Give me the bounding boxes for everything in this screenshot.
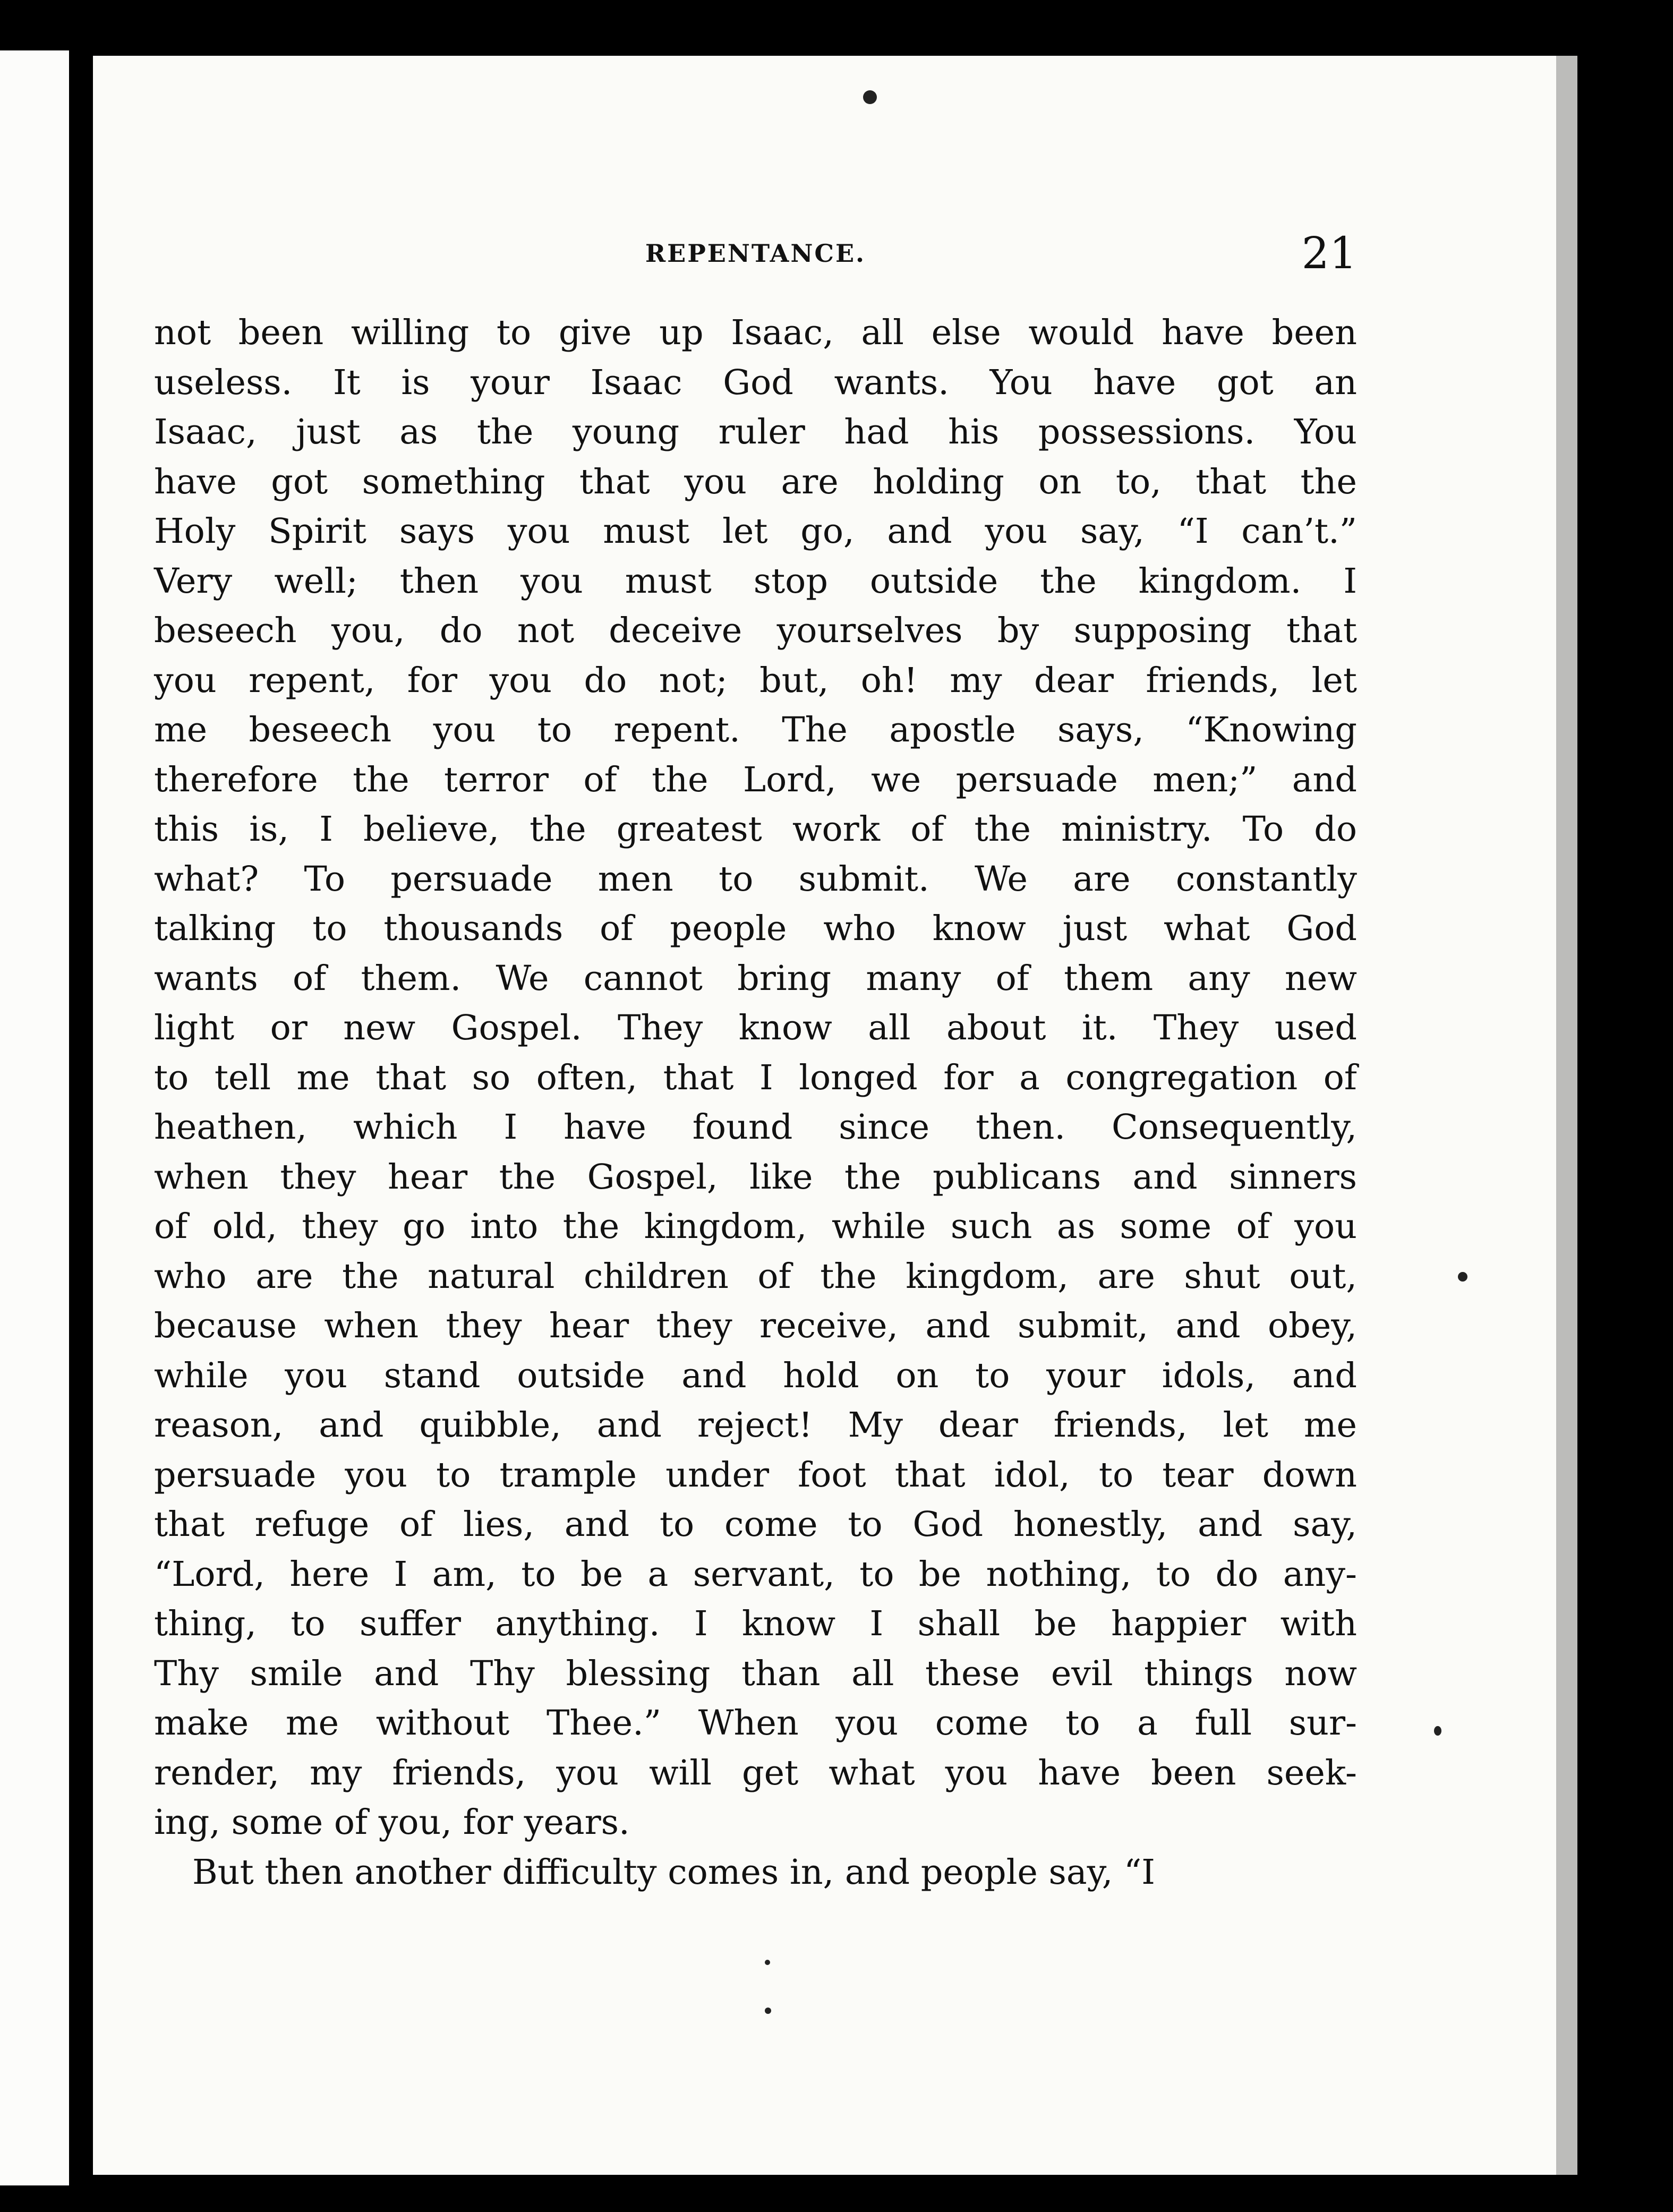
text-line: therefore the terror of the Lord, we persuade men;” and — [154, 759, 1357, 800]
text-line: make me without Thee.” When you come to a full sur- — [154, 1703, 1357, 1743]
running-title: REPENTANCE. — [645, 239, 866, 268]
text-line: Isaac, just as the young ruler had his possessions. You — [154, 412, 1357, 452]
text-line: that refuge of lies, and to come to God honestly, and say, — [154, 1505, 1357, 1544]
text-line: you repent, for you do not; but, oh! my dear friends, let — [154, 660, 1357, 701]
text-line: reason, and quibble, and reject! My dear friends, let me — [154, 1405, 1357, 1445]
text-line: heathen, which I have found since then. Consequently, — [154, 1107, 1357, 1147]
text-line: But then another difficulty comes in, and people say, “I — [192, 1852, 1155, 1892]
text-line: have got something that you are holding on to, that the — [154, 462, 1357, 502]
text-line: while you stand outside and hold on to your idols, and — [154, 1355, 1357, 1396]
text-line: ing, some of you, for years. — [154, 1803, 630, 1842]
text-line: useless. It is your Isaac God wants. You have got an — [154, 362, 1357, 403]
text-line: Very well; then you must stop outside the kingdom. I — [154, 561, 1357, 601]
scan-speck — [765, 2008, 771, 2014]
text-line: to tell me that so often, that I longed for a congregation of — [154, 1057, 1357, 1098]
text-line: persuade you to trample under foot that idol, to tear down — [154, 1455, 1357, 1495]
scan-speck — [1434, 1726, 1441, 1736]
text-line: light or new Gospel. They know all about it. They used — [154, 1008, 1357, 1048]
scan-speck — [765, 1960, 770, 1965]
text-line: beseech you, do not deceive yourselves by supposing that — [154, 611, 1357, 651]
text-line: render, my friends, you will get what you have been seek- — [154, 1753, 1357, 1793]
text-line: Thy smile and Thy blessing than all these evil things now — [154, 1653, 1357, 1694]
running-head — [154, 228, 1357, 292]
text-line: not been willing to give up Isaac, all else would have been — [154, 313, 1357, 353]
text-line: when they hear the Gospel, like the publicans and sinners — [154, 1157, 1357, 1197]
text-line: thing, to suffer anything. I know I shall be happier with — [154, 1604, 1357, 1644]
page-edge-shadow — [1556, 56, 1577, 2175]
text-line: because when they hear they receive, and submit, and obey, — [154, 1306, 1357, 1346]
page-edge-strip — [0, 50, 69, 2185]
text-line: who are the natural children of the kingdom, are shut out, — [154, 1256, 1357, 1296]
scan-speck — [1458, 1272, 1467, 1282]
text-line: Holy Spirit says you must let go, and you say, “I can’t.” — [154, 511, 1357, 551]
text-line: wants of them. We cannot bring many of them any new — [154, 958, 1357, 998]
page-number: 21 — [1301, 228, 1357, 279]
text-line: what? To persuade men to submit. We are constantly — [154, 859, 1357, 899]
text-line: of old, they go into the kingdom, while such as some of you — [154, 1207, 1357, 1246]
text-line: this is, I believe, the greatest work of the ministry. To do — [154, 809, 1357, 849]
text-line: talking to thousands of people who know just what God — [154, 909, 1357, 949]
text-line: “Lord, here I am, to be a servant, to be nothing, to do any- — [154, 1554, 1357, 1594]
scan-speck — [863, 90, 877, 104]
text-line: me beseech you to repent. The apostle says, “Knowing — [154, 710, 1357, 750]
body-text — [154, 308, 1357, 1897]
